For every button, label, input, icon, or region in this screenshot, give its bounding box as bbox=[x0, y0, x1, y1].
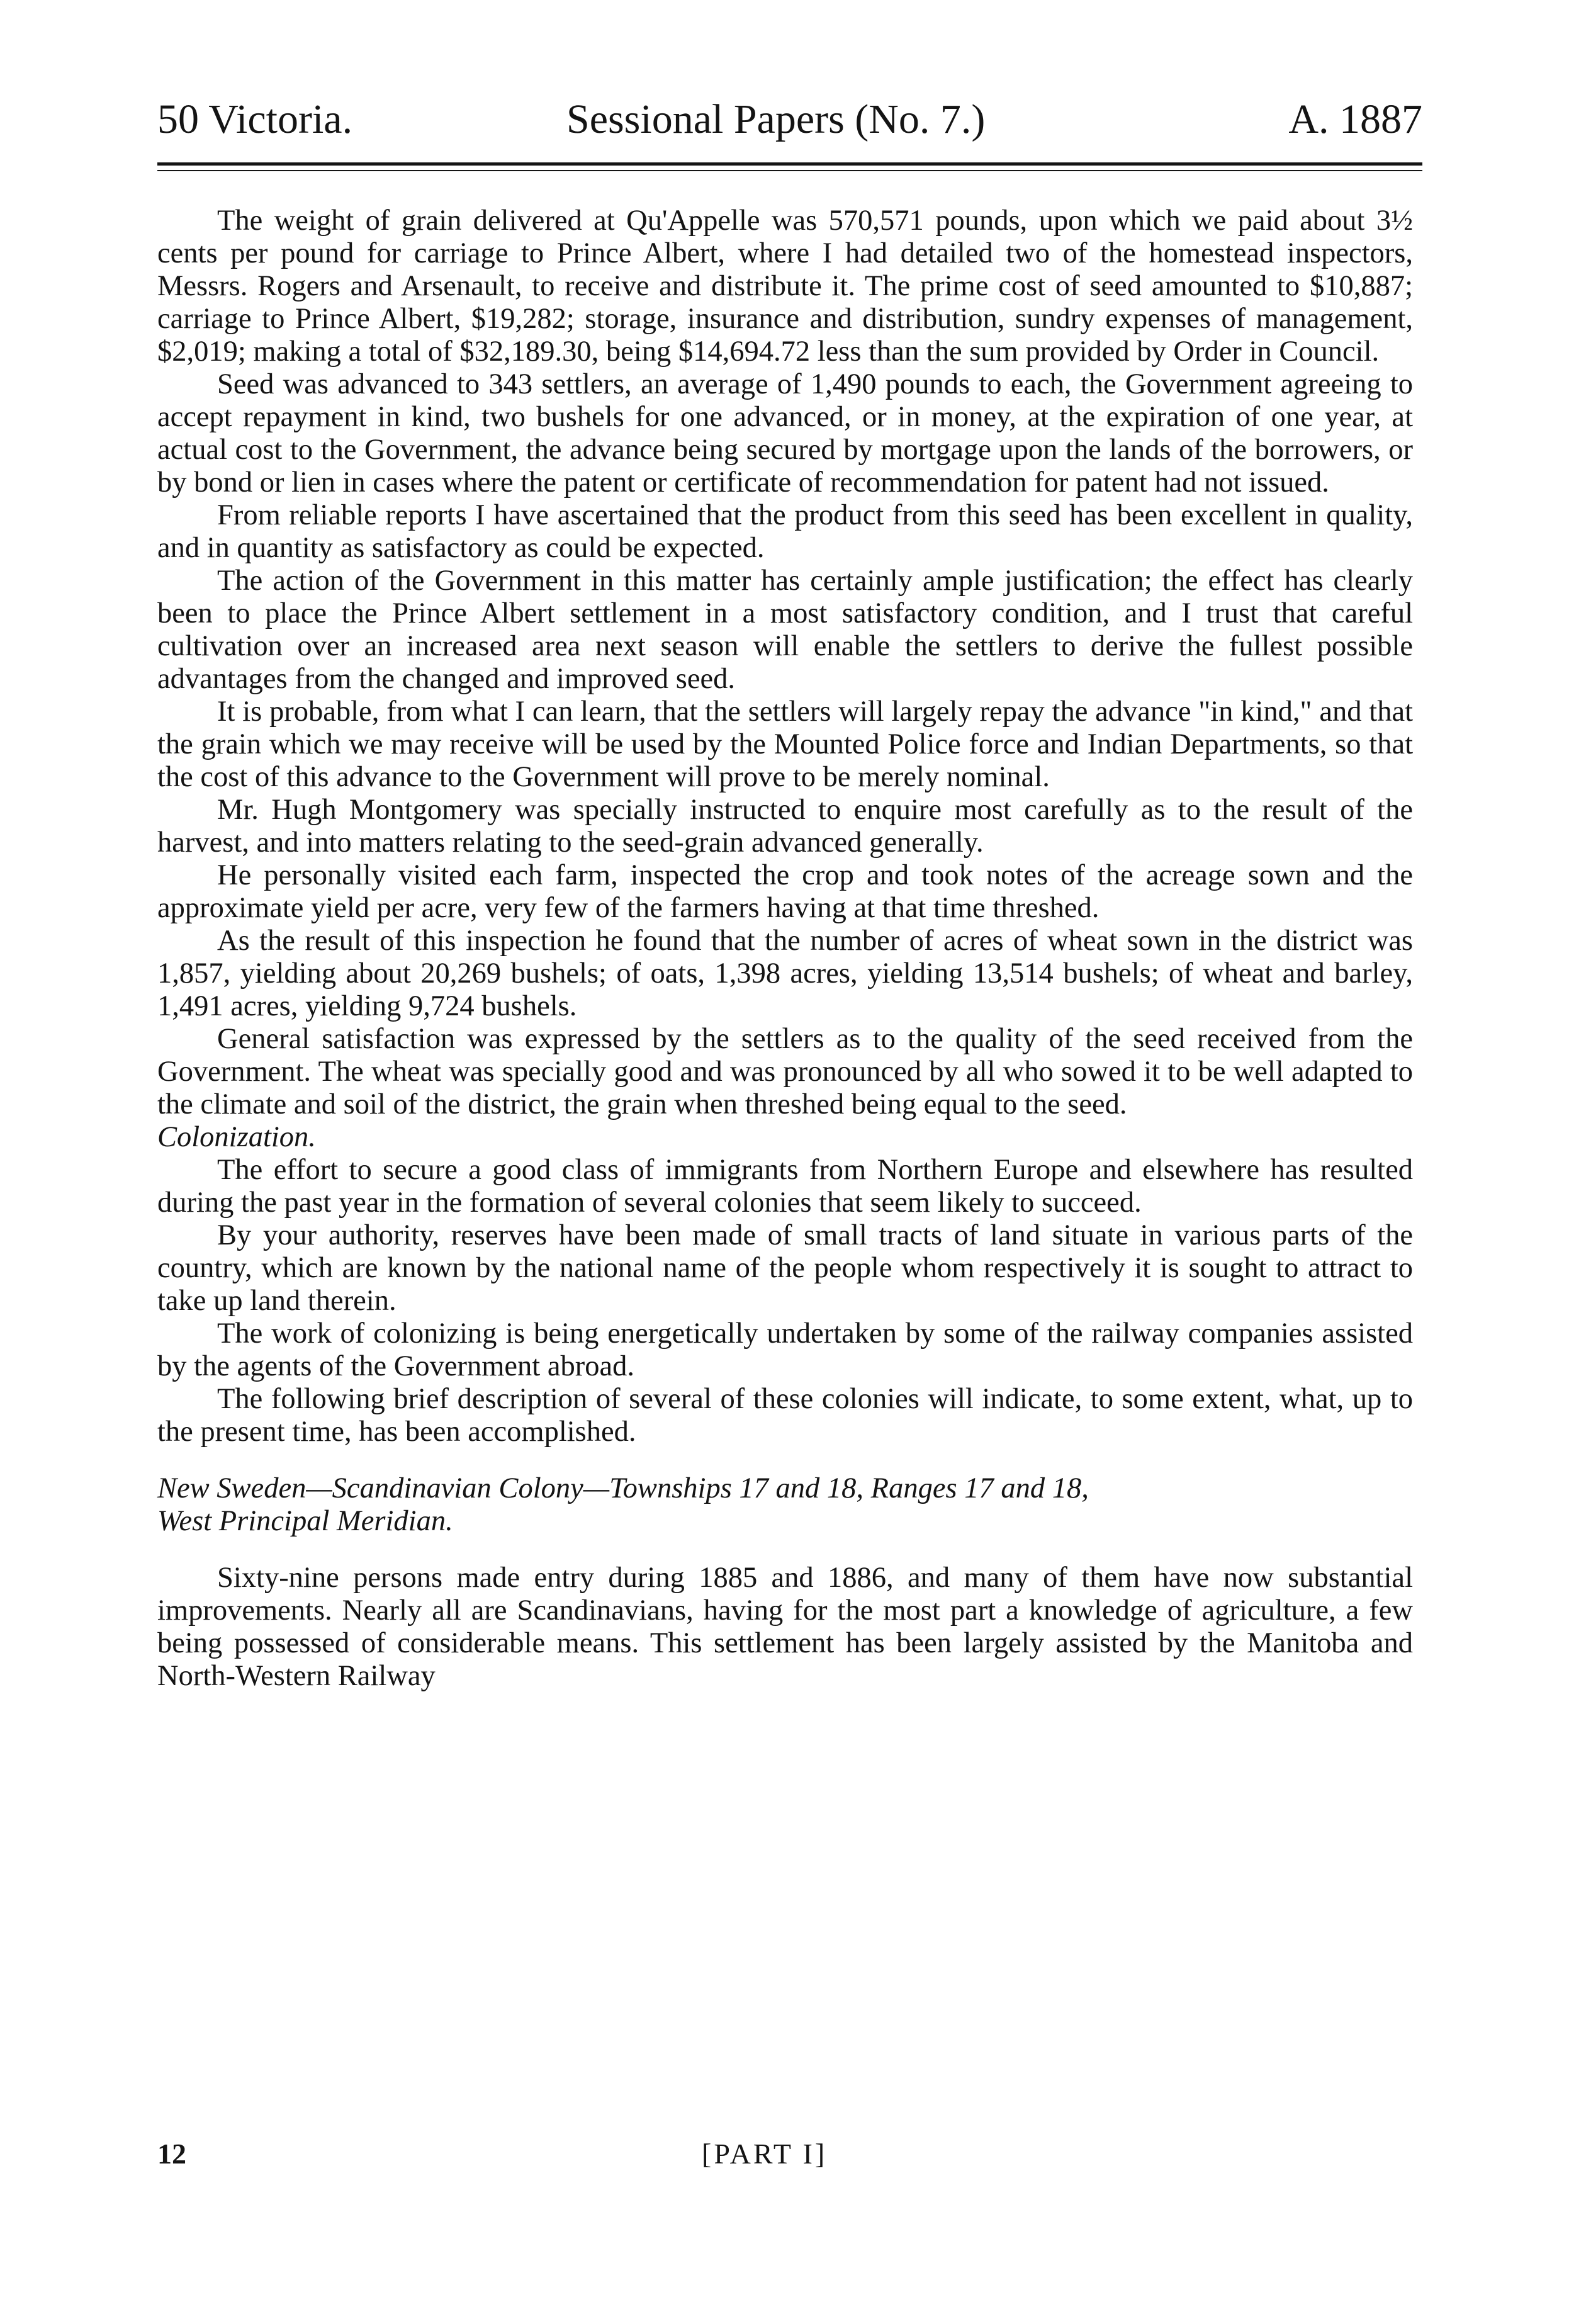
year-label: A. 1887 bbox=[1288, 96, 1422, 142]
section-heading-colonization: Colonization. bbox=[157, 1121, 316, 1153]
paragraph: It is probable, from what I can learn, that the settlers will largely repay the advance "in kind," and that the grain which we may receive will be used by the Mounted Police force and Indian Departments, so that the cost of this advance to the Government will prove to be merely nominal. bbox=[157, 696, 1413, 793]
paragraph: General satisfaction was expressed by the settlers as to the quality of the seed received from the Government. The wheat was specially good and was pronounced by all who sowed it to be well adapted to the climate and soil of the district, the grain when threshed being equal to the seed. bbox=[157, 1023, 1413, 1120]
heading-line-2: West Principal Meridian. bbox=[157, 1505, 453, 1537]
section-heading-new-sweden bbox=[157, 1472, 1413, 1538]
paragraph: The action of the Government in this matter has certainly ample justification; the effect has clearly been to place the Prince Albert settlement in a most satisfactory condition, and I trust that careful cultivation over an increased area next season will enable the settlers to derive the fullest possible advantages from the changed and improved seed. bbox=[157, 565, 1413, 695]
body-text bbox=[157, 205, 1413, 1693]
paragraph: From reliable reports I have ascertained that the product from this seed has been excellent in quality, and in quantity as satisfactory as could be expected. bbox=[157, 499, 1413, 564]
papers-title: Sessional Papers (No. 7.) bbox=[566, 96, 986, 142]
paragraph: The work of colonizing is being energetically undertaken by some of the railway companies assisted by the agents of the Government abroad. bbox=[157, 1317, 1413, 1382]
paragraph: The following brief description of several of these colonies will indicate, to some extent, what, up to the present time, has been accomplished. bbox=[157, 1383, 1413, 1448]
paragraph: By your authority, reserves have been made of small tracts of land situate in various parts of the country, which are known by the national name of the people whom respectively it is sought to attract to take up land therein. bbox=[157, 1219, 1413, 1317]
paragraph: Seed was advanced to 343 settlers, an average of 1,490 pounds to each, the Government agreeing to accept repayment in kind, two bushels for one advanced, or in money, at the expiration of one year, at actual cost to the Government, the advance being secured by mortgage upon the lands of the borrowers, or by bond or lien in cases where the patent or certificate of recommendation for patent had not issued. bbox=[157, 368, 1413, 499]
paragraph: The effort to secure a good class of immigrants from Northern Europe and elsewhere has resulted during the past year in the formation of several colonies that seem likely to succeed. bbox=[157, 1154, 1413, 1219]
paragraph: He personally visited each farm, inspected the crop and took notes of the acreage sown and the approximate yield per acre, very few of the farmers having at that time threshed. bbox=[157, 859, 1413, 924]
session-label: 50 Victoria. bbox=[157, 96, 353, 142]
paragraph: As the result of this inspection he found that the number of acres of wheat sown in the district was 1,857, yielding about 20,269 bushels; of oats, 1,398 acres, yielding 13,514 bushels; of wheat and barley, 1,491 acres, yielding 9,724 bushels. bbox=[157, 925, 1413, 1022]
paragraph: The weight of grain delivered at Qu'Appelle was 570,571 pounds, upon which we paid about 3½ cents per pound for carriage to Prince Albert, where I had detailed two of the homestead inspectors, Messrs. Rogers and Arsenault, to receive and distribute it. The prime cost of seed amounted to $10,887; carriage to Prince Albert, $19,282; storage, insurance and distribution, sundry expenses of management, $2,019; making a total of $32,189.30, being $14,694.72 less than the sum provided by Order in Council. bbox=[157, 205, 1413, 368]
page-footer bbox=[157, 2135, 1416, 2173]
paragraph: Mr. Hugh Montgomery was specially instructed to enquire most carefully as to the result of the harvest, and into matters relating to the seed-grain advanced generally. bbox=[157, 794, 1413, 859]
header-rule-thin bbox=[157, 170, 1422, 171]
paragraph: Sixty-nine persons made entry during 1885 and 1886, and many of them have now substantial improvements. Nearly all are Scandinavians, having for the most part a knowledge of agriculture, a few being possessed of considerable means. This settlement has been largely assisted by the Manitoba and North-Western Railway bbox=[157, 1562, 1413, 1692]
page-number: 12 bbox=[157, 2138, 186, 2170]
heading-line-1: New Sweden—Scandinavian Colony—Townships 17 and 18, Ranges 17 and 18, bbox=[157, 1472, 1089, 1504]
header-rule-thick bbox=[157, 162, 1422, 166]
running-header bbox=[157, 94, 1422, 145]
part-label: [PART I] bbox=[702, 2138, 828, 2170]
